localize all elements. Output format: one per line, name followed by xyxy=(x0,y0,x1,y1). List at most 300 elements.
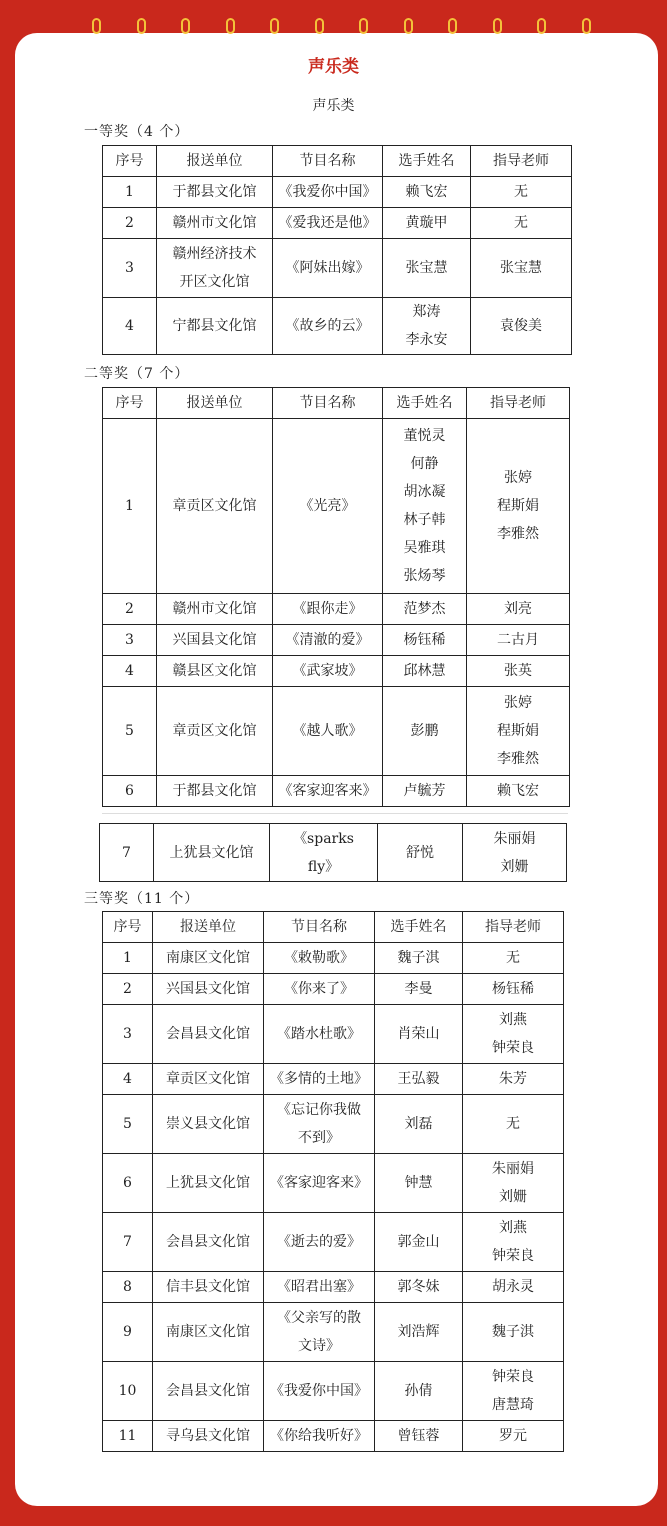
cell-unit xyxy=(157,208,273,239)
table-row xyxy=(103,625,570,656)
cell-teachers xyxy=(467,594,570,625)
cell-singers xyxy=(375,943,463,974)
cell-singers xyxy=(383,177,471,208)
cell-line: 赣州经济技术 xyxy=(172,246,257,262)
cell-teachers xyxy=(463,1064,564,1095)
cell-line: 林子韩 xyxy=(403,512,446,528)
cell-unit xyxy=(153,1213,264,1272)
cell-line: 张婷 xyxy=(504,470,532,486)
cell-line: 10 xyxy=(118,1383,137,1399)
cell-teachers xyxy=(463,1005,564,1064)
cell-number xyxy=(103,1005,153,1064)
cell-line: 宁都县文化馆 xyxy=(172,318,257,334)
cell-line: 程斯娟 xyxy=(497,498,539,514)
cell-singers xyxy=(378,824,463,882)
cell-teachers xyxy=(463,1303,564,1362)
cell-line: 彭鹏 xyxy=(410,723,439,739)
cell-line: 曾钰蓉 xyxy=(397,1428,440,1444)
binder-ring-icon xyxy=(448,18,457,34)
cell-line: 黄璇甲 xyxy=(405,215,448,231)
cell-line: 刘浩辉 xyxy=(397,1324,440,1340)
cell-line: 《我爱你中国》 xyxy=(278,184,377,200)
cell-line: 章贡区文化馆 xyxy=(172,723,257,739)
cell-program xyxy=(273,298,383,355)
cell-unit xyxy=(153,974,264,1005)
cell-number xyxy=(103,656,157,687)
cell-singers xyxy=(383,687,467,776)
cell-unit xyxy=(157,656,273,687)
cell-unit xyxy=(153,1303,264,1362)
cell-line: 袁俊美 xyxy=(500,318,542,334)
cell-teachers xyxy=(463,1213,564,1272)
cell-line: 8 xyxy=(123,1279,132,1295)
cell-singers xyxy=(383,656,467,687)
cell-unit xyxy=(157,298,273,355)
cell-line: 会昌县文化馆 xyxy=(166,1026,250,1042)
cell-line: 郭金山 xyxy=(397,1234,440,1250)
cell-line: 2 xyxy=(125,215,134,231)
cell-line: 4 xyxy=(125,318,134,334)
cell-line: 6 xyxy=(123,1175,132,1191)
cell-number xyxy=(100,824,154,882)
cell-teachers xyxy=(463,1272,564,1303)
cell-line: 郑涛 xyxy=(412,304,441,320)
cell-singers xyxy=(383,208,471,239)
cell-number xyxy=(103,687,157,776)
cell-line: 《客家迎客来》 xyxy=(278,783,377,799)
cell-number xyxy=(103,594,157,625)
cell-line: 刘磊 xyxy=(404,1116,433,1132)
column-header xyxy=(103,146,157,177)
cell-program xyxy=(273,656,383,687)
cell-line: 《清澈的爱》 xyxy=(285,632,370,648)
cell-singers xyxy=(383,298,471,355)
cell-line: 开区文化馆 xyxy=(179,274,250,290)
cell-singers xyxy=(375,1095,463,1154)
cell-line: 序号 xyxy=(113,919,142,935)
cell-unit xyxy=(157,177,273,208)
cell-line: 无 xyxy=(514,215,528,231)
cell-line: 无 xyxy=(514,184,528,200)
cell-unit xyxy=(157,776,273,807)
cell-line: 于都县文化馆 xyxy=(172,184,257,200)
cell-line: 南康区文化馆 xyxy=(166,1324,250,1340)
cell-line: 7 xyxy=(123,1234,132,1250)
cell-singers xyxy=(383,239,471,298)
cell-line: 《客家迎客来》 xyxy=(270,1175,368,1191)
cell-line: 无 xyxy=(506,950,520,966)
cell-unit xyxy=(153,1421,264,1452)
cell-line: 信丰县文化馆 xyxy=(166,1279,250,1295)
cell-line: 张婷 xyxy=(504,695,532,711)
cell-line: 张炀琴 xyxy=(403,568,446,584)
cell-line: 胡冰凝 xyxy=(403,484,446,500)
cell-line: 节目名称 xyxy=(291,919,347,935)
cell-number xyxy=(103,625,157,656)
cell-line: fly》 xyxy=(307,858,340,875)
binder-ring-icon xyxy=(359,18,368,34)
cell-unit xyxy=(153,1272,264,1303)
cell-line: 朱丽娟 xyxy=(493,830,536,847)
cell-unit xyxy=(157,594,273,625)
first-prize-heading: 一等奖（4 个） xyxy=(84,124,190,140)
cell-singers xyxy=(375,1005,463,1064)
table-header-row xyxy=(103,146,572,177)
column-header xyxy=(471,146,572,177)
cell-program xyxy=(273,419,383,594)
table-row xyxy=(103,687,570,776)
cell-line: 魏子淇 xyxy=(397,950,440,966)
second-prize-table xyxy=(102,387,570,807)
cell-line: 《忘记你我做 xyxy=(277,1102,361,1118)
cell-teachers xyxy=(467,656,570,687)
cell-teachers xyxy=(463,1421,564,1452)
binder-ring-icon xyxy=(92,18,101,34)
cell-line: 张宝慧 xyxy=(405,260,448,276)
cell-line: 《我爱你中国》 xyxy=(270,1383,368,1399)
cell-line: 赣州市文化馆 xyxy=(172,601,257,617)
cell-line: 《sparks xyxy=(293,830,354,847)
cell-singers xyxy=(383,594,467,625)
cell-line: 《父亲写的散 xyxy=(277,1310,361,1326)
cell-line: 《光亮》 xyxy=(299,498,356,514)
cell-line: 《越人歌》 xyxy=(292,723,363,739)
cell-unit xyxy=(153,943,264,974)
cell-line: 兴国县文化馆 xyxy=(166,981,250,997)
cell-line: 魏子淇 xyxy=(492,1324,534,1340)
cell-unit xyxy=(153,1095,264,1154)
table-row xyxy=(103,1005,564,1064)
cell-line: 7 xyxy=(122,844,131,861)
column-header xyxy=(383,146,471,177)
table-row xyxy=(103,1303,564,1362)
cell-line: 于都县文化馆 xyxy=(172,783,257,799)
cell-teachers xyxy=(467,419,570,594)
cell-singers xyxy=(375,974,463,1005)
cell-teachers xyxy=(463,974,564,1005)
column-header xyxy=(153,912,264,943)
cell-number xyxy=(103,776,157,807)
cell-program xyxy=(273,594,383,625)
third-prize-table xyxy=(102,911,564,1452)
cell-line: 报送单位 xyxy=(180,919,236,935)
cell-line: 胡永灵 xyxy=(492,1279,534,1295)
cell-program xyxy=(273,776,383,807)
binder-ring-icon xyxy=(270,18,279,34)
cell-line: 范梦杰 xyxy=(403,601,446,617)
cell-teachers xyxy=(471,298,572,355)
table-row xyxy=(100,824,567,882)
cell-line: 《阿妹出嫁》 xyxy=(285,260,370,276)
cell-line: 3 xyxy=(125,632,134,648)
cell-teachers xyxy=(467,625,570,656)
binder-ring-icon xyxy=(537,18,546,34)
cell-teachers xyxy=(463,824,567,882)
first-prize-table xyxy=(102,145,572,355)
cell-line: 杨钰稀 xyxy=(403,632,446,648)
column-header xyxy=(103,912,153,943)
cell-line: 朱芳 xyxy=(499,1071,527,1087)
cell-program xyxy=(264,1213,375,1272)
cell-unit xyxy=(157,625,273,656)
cell-line: 章贡区文化馆 xyxy=(166,1071,250,1087)
binder-ring-icon xyxy=(181,18,190,34)
cell-line: 1 xyxy=(125,184,134,200)
cell-line: 《昭君出塞》 xyxy=(277,1279,361,1295)
cell-line: 选手姓名 xyxy=(390,919,447,935)
cell-unit xyxy=(153,1005,264,1064)
cell-line: 吴雅琪 xyxy=(403,540,446,556)
cell-line: 刘姗 xyxy=(499,1189,527,1205)
cell-line: 何静 xyxy=(410,456,439,472)
table-row xyxy=(103,1421,564,1452)
cell-number xyxy=(103,177,157,208)
cell-line: 崇义县文化馆 xyxy=(166,1116,250,1132)
cell-number xyxy=(103,1213,153,1272)
column-header xyxy=(383,388,467,419)
cell-line: 5 xyxy=(125,723,134,739)
cell-line: 9 xyxy=(123,1324,132,1340)
cell-program xyxy=(273,177,383,208)
cell-line: 《踏水杜歌》 xyxy=(277,1026,361,1042)
cell-line: 罗元 xyxy=(499,1428,527,1444)
cell-line: 唐慧琦 xyxy=(492,1397,534,1413)
cell-line: 程斯娟 xyxy=(497,723,539,739)
cell-line: 舒悦 xyxy=(406,844,434,861)
cell-singers xyxy=(375,1421,463,1452)
cell-line: 孙倩 xyxy=(404,1383,433,1399)
cell-line: 王弘毅 xyxy=(397,1071,440,1087)
cell-number xyxy=(103,298,157,355)
cell-number xyxy=(103,974,153,1005)
binder-ring-icon xyxy=(137,18,146,34)
cell-program xyxy=(270,824,378,882)
cell-program xyxy=(264,1272,375,1303)
cell-line: 刘姗 xyxy=(500,858,529,875)
cell-line: 张英 xyxy=(504,663,532,679)
cell-teachers xyxy=(463,1095,564,1154)
cell-line: 刘燕 xyxy=(499,1012,527,1028)
cell-program xyxy=(273,208,383,239)
column-header xyxy=(375,912,463,943)
cell-number xyxy=(103,419,157,594)
cell-program xyxy=(273,239,383,298)
cell-line: 肖荣山 xyxy=(397,1026,440,1042)
cell-line: 南康区文化馆 xyxy=(166,950,250,966)
table-row xyxy=(103,594,570,625)
cell-line: 不到》 xyxy=(298,1130,340,1146)
table-row xyxy=(103,239,572,298)
cell-line: 报送单位 xyxy=(186,153,243,169)
cell-number xyxy=(103,208,157,239)
cell-teachers xyxy=(471,177,572,208)
cell-program xyxy=(273,625,383,656)
cell-line: 董悦灵 xyxy=(403,428,446,444)
cell-program xyxy=(273,687,383,776)
cell-number xyxy=(103,1362,153,1421)
table-row xyxy=(103,974,564,1005)
second-prize-heading: 二等奖（7 个） xyxy=(84,366,190,382)
cell-teachers xyxy=(467,776,570,807)
cell-line: 1 xyxy=(123,950,132,966)
cell-number xyxy=(103,1154,153,1213)
cell-line: 5 xyxy=(123,1116,132,1132)
cell-line: 《故乡的云》 xyxy=(285,318,370,334)
table-row xyxy=(103,208,572,239)
table-row xyxy=(103,298,572,355)
cell-line: 刘燕 xyxy=(499,1220,527,1236)
cell-singers xyxy=(375,1362,463,1421)
cell-teachers xyxy=(463,1362,564,1421)
cell-teachers xyxy=(463,1154,564,1213)
cell-line: 6 xyxy=(125,783,134,799)
cell-singers xyxy=(383,776,467,807)
cell-unit xyxy=(157,419,273,594)
cell-line: 4 xyxy=(123,1071,132,1087)
cell-line: 钟慧 xyxy=(404,1175,433,1191)
cell-line: 《你给我听好》 xyxy=(270,1428,368,1444)
cell-unit xyxy=(153,1154,264,1213)
cell-teachers xyxy=(467,687,570,776)
cell-line: 张宝慧 xyxy=(500,260,542,276)
cell-number xyxy=(103,1421,153,1452)
binder-ring-icon xyxy=(404,18,413,34)
cell-program xyxy=(264,1362,375,1421)
cell-teachers xyxy=(471,208,572,239)
cell-line: 《你来了》 xyxy=(284,981,354,997)
cell-line: 赖飞宏 xyxy=(497,783,539,799)
cell-number xyxy=(103,1064,153,1095)
cell-line: 1 xyxy=(125,498,134,514)
cell-program xyxy=(264,1421,375,1452)
cell-line: 2 xyxy=(125,601,134,617)
cell-line: 《武家坡》 xyxy=(292,663,363,679)
cell-line: 李雅然 xyxy=(497,751,539,767)
cell-line: 朱丽娟 xyxy=(492,1161,534,1177)
column-header xyxy=(103,388,157,419)
cell-line: 李永安 xyxy=(405,332,448,348)
cell-line: 章贡区文化馆 xyxy=(172,498,257,514)
cell-line: 寻乌县文化馆 xyxy=(166,1428,250,1444)
cell-program xyxy=(264,1064,375,1095)
cell-line: 报送单位 xyxy=(186,395,243,411)
cell-line: 李曼 xyxy=(404,981,433,997)
cell-line: 赣县区文化馆 xyxy=(172,663,257,679)
cell-line: 上犹县文化馆 xyxy=(166,1175,250,1191)
cell-line: 指导老师 xyxy=(485,919,541,935)
cell-teachers xyxy=(463,943,564,974)
cell-singers xyxy=(375,1064,463,1095)
table-header-row xyxy=(103,388,570,419)
cell-unit xyxy=(154,824,270,882)
cell-line: 钟荣良 xyxy=(492,1248,534,1264)
table-row xyxy=(103,1213,564,1272)
cell-singers xyxy=(383,419,467,594)
table-header-row xyxy=(103,912,564,943)
cell-line: 序号 xyxy=(115,153,144,169)
cell-program xyxy=(264,1154,375,1213)
table-row xyxy=(103,656,570,687)
cell-number xyxy=(103,943,153,974)
cell-program xyxy=(264,1095,375,1154)
cell-line: 上犹县文化馆 xyxy=(169,844,254,861)
cell-line: 《多情的土地》 xyxy=(270,1071,368,1087)
cell-unit xyxy=(157,239,273,298)
sub-title: 声乐类 xyxy=(312,98,355,114)
cell-singers xyxy=(383,625,467,656)
cell-singers xyxy=(375,1213,463,1272)
cell-line: 2 xyxy=(123,981,132,997)
cell-singers xyxy=(375,1272,463,1303)
cell-program xyxy=(264,974,375,1005)
cell-line: 指导老师 xyxy=(493,153,549,169)
cell-number xyxy=(103,1272,153,1303)
cell-line: 兴国县文化馆 xyxy=(172,632,257,648)
cell-program xyxy=(264,1303,375,1362)
table-row xyxy=(103,177,572,208)
column-header xyxy=(463,912,564,943)
cell-unit xyxy=(153,1064,264,1095)
binder-ring-icon xyxy=(582,18,591,34)
column-header xyxy=(273,146,383,177)
table-row xyxy=(103,419,570,594)
cell-line: 李雅然 xyxy=(497,526,539,542)
cell-line: 二古月 xyxy=(497,632,539,648)
binder-rings xyxy=(0,18,667,40)
cell-line: 赣州市文化馆 xyxy=(172,215,257,231)
cell-line: 郭冬妹 xyxy=(397,1279,440,1295)
table-row xyxy=(103,776,570,807)
cell-line: 3 xyxy=(125,260,134,276)
cell-unit xyxy=(153,1362,264,1421)
cell-line: 11 xyxy=(118,1428,137,1444)
cell-number xyxy=(103,239,157,298)
cell-line: 指导老师 xyxy=(490,395,546,411)
binder-ring-icon xyxy=(493,18,502,34)
binder-ring-icon xyxy=(315,18,324,34)
cell-line: 节目名称 xyxy=(299,153,356,169)
cell-line: 文诗》 xyxy=(298,1338,340,1354)
cell-number xyxy=(103,1095,153,1154)
table-row xyxy=(103,1362,564,1421)
cell-unit xyxy=(157,687,273,776)
cell-line: 选手姓名 xyxy=(396,395,453,411)
cell-line: 4 xyxy=(125,663,134,679)
cell-line: 3 xyxy=(123,1026,132,1042)
cell-line: 卢毓芳 xyxy=(403,783,446,799)
table-row xyxy=(103,1272,564,1303)
page-title: 声乐类 xyxy=(308,57,359,77)
table-row xyxy=(103,1064,564,1095)
second-prize-table-continued xyxy=(99,823,567,882)
cell-line: 钟荣良 xyxy=(492,1369,534,1385)
cell-line: 《逝去的爱》 xyxy=(277,1234,361,1250)
table-row xyxy=(103,1154,564,1213)
page-break-line xyxy=(102,813,568,814)
cell-line: 钟荣良 xyxy=(492,1040,534,1056)
cell-line: 《爱我还是他》 xyxy=(278,215,377,231)
cell-line: 选手姓名 xyxy=(398,153,455,169)
cell-line: 节目名称 xyxy=(299,395,356,411)
cell-singers xyxy=(375,1303,463,1362)
cell-teachers xyxy=(471,239,572,298)
cell-program xyxy=(264,1005,375,1064)
cell-line: 序号 xyxy=(115,395,144,411)
cell-line: 刘亮 xyxy=(504,601,532,617)
cell-line: 杨钰稀 xyxy=(492,981,534,997)
cell-line: 会昌县文化馆 xyxy=(166,1234,250,1250)
binder-ring-icon xyxy=(226,18,235,34)
